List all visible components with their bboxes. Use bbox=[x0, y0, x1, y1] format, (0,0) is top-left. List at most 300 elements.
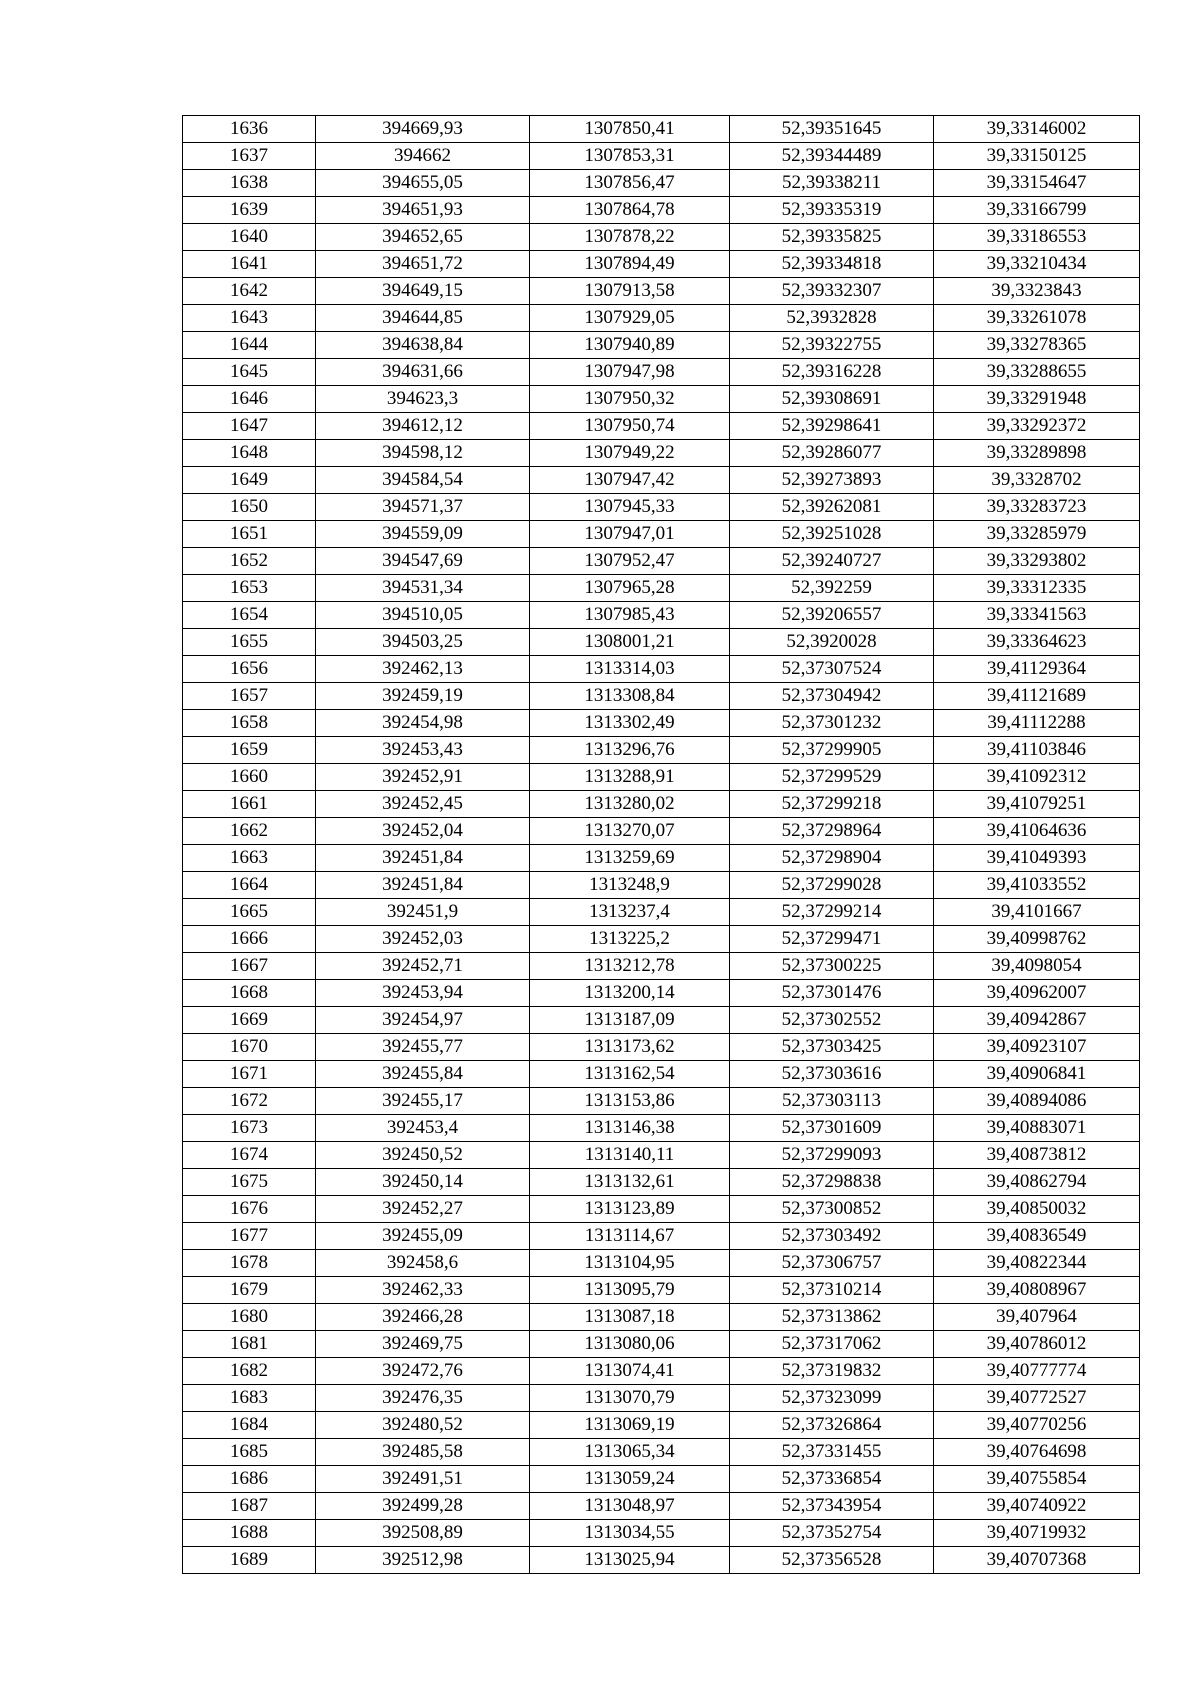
latitude-cell: 52,37326864 bbox=[730, 1412, 934, 1439]
y-coordinate-cell: 1313025,94 bbox=[530, 1547, 730, 1574]
y-coordinate-cell: 1307913,58 bbox=[530, 278, 730, 305]
latitude-cell: 52,39332307 bbox=[730, 278, 934, 305]
longitude-cell: 39,40883071 bbox=[934, 1115, 1140, 1142]
x-coordinate-cell: 392452,27 bbox=[316, 1196, 530, 1223]
table-row bbox=[183, 170, 1140, 197]
point-number-cell: 1687 bbox=[183, 1493, 316, 1520]
x-coordinate-cell: 392454,97 bbox=[316, 1007, 530, 1034]
latitude-cell: 52,37343954 bbox=[730, 1493, 934, 1520]
point-number-cell: 1649 bbox=[183, 467, 316, 494]
longitude-cell: 39,40836549 bbox=[934, 1223, 1140, 1250]
latitude-cell: 52,37303616 bbox=[730, 1061, 934, 1088]
longitude-cell: 39,40906841 bbox=[934, 1061, 1140, 1088]
latitude-cell: 52,37303113 bbox=[730, 1088, 934, 1115]
table-row bbox=[183, 845, 1140, 872]
x-coordinate-cell: 394638,84 bbox=[316, 332, 530, 359]
x-coordinate-cell: 394662 bbox=[316, 143, 530, 170]
y-coordinate-cell: 1313140,11 bbox=[530, 1142, 730, 1169]
point-number-cell: 1664 bbox=[183, 872, 316, 899]
latitude-cell: 52,39322755 bbox=[730, 332, 934, 359]
longitude-cell: 39,33166799 bbox=[934, 197, 1140, 224]
point-number-cell: 1637 bbox=[183, 143, 316, 170]
y-coordinate-cell: 1313308,84 bbox=[530, 683, 730, 710]
x-coordinate-cell: 394655,05 bbox=[316, 170, 530, 197]
x-coordinate-cell: 394651,72 bbox=[316, 251, 530, 278]
table-row bbox=[183, 1385, 1140, 1412]
longitude-cell: 39,4098054 bbox=[934, 953, 1140, 980]
x-coordinate-cell: 392455,84 bbox=[316, 1061, 530, 1088]
latitude-cell: 52,37319832 bbox=[730, 1358, 934, 1385]
point-number-cell: 1679 bbox=[183, 1277, 316, 1304]
table-row bbox=[183, 1547, 1140, 1574]
point-number-cell: 1647 bbox=[183, 413, 316, 440]
y-coordinate-cell: 1313095,79 bbox=[530, 1277, 730, 1304]
latitude-cell: 52,37302552 bbox=[730, 1007, 934, 1034]
longitude-cell: 39,33293802 bbox=[934, 548, 1140, 575]
point-number-cell: 1677 bbox=[183, 1223, 316, 1250]
x-coordinate-cell: 392472,76 bbox=[316, 1358, 530, 1385]
point-number-cell: 1663 bbox=[183, 845, 316, 872]
longitude-cell: 39,40719932 bbox=[934, 1520, 1140, 1547]
longitude-cell: 39,40942867 bbox=[934, 1007, 1140, 1034]
longitude-cell: 39,40850032 bbox=[934, 1196, 1140, 1223]
latitude-cell: 52,37299028 bbox=[730, 872, 934, 899]
table-row bbox=[183, 899, 1140, 926]
longitude-cell: 39,40740922 bbox=[934, 1493, 1140, 1520]
y-coordinate-cell: 1313069,19 bbox=[530, 1412, 730, 1439]
latitude-cell: 52,39240727 bbox=[730, 548, 934, 575]
latitude-cell: 52,37299093 bbox=[730, 1142, 934, 1169]
y-coordinate-cell: 1313162,54 bbox=[530, 1061, 730, 1088]
table-row bbox=[183, 1196, 1140, 1223]
latitude-cell: 52,39335825 bbox=[730, 224, 934, 251]
latitude-cell: 52,37301609 bbox=[730, 1115, 934, 1142]
point-number-cell: 1645 bbox=[183, 359, 316, 386]
y-coordinate-cell: 1313146,38 bbox=[530, 1115, 730, 1142]
point-number-cell: 1676 bbox=[183, 1196, 316, 1223]
coordinates-table bbox=[182, 115, 1140, 1574]
y-coordinate-cell: 1313280,02 bbox=[530, 791, 730, 818]
point-number-cell: 1665 bbox=[183, 899, 316, 926]
point-number-cell: 1689 bbox=[183, 1547, 316, 1574]
x-coordinate-cell: 394510,05 bbox=[316, 602, 530, 629]
table-row bbox=[183, 1277, 1140, 1304]
table-row bbox=[183, 224, 1140, 251]
table-row bbox=[183, 818, 1140, 845]
x-coordinate-cell: 394623,3 bbox=[316, 386, 530, 413]
longitude-cell: 39,40777774 bbox=[934, 1358, 1140, 1385]
latitude-cell: 52,37300225 bbox=[730, 953, 934, 980]
table-row bbox=[183, 764, 1140, 791]
x-coordinate-cell: 392450,52 bbox=[316, 1142, 530, 1169]
table-row bbox=[183, 143, 1140, 170]
y-coordinate-cell: 1307864,78 bbox=[530, 197, 730, 224]
y-coordinate-cell: 1307894,49 bbox=[530, 251, 730, 278]
y-coordinate-cell: 1313065,34 bbox=[530, 1439, 730, 1466]
table-row bbox=[183, 953, 1140, 980]
longitude-cell: 39,41112288 bbox=[934, 710, 1140, 737]
y-coordinate-cell: 1307965,28 bbox=[530, 575, 730, 602]
longitude-cell: 39,40862794 bbox=[934, 1169, 1140, 1196]
x-coordinate-cell: 392452,71 bbox=[316, 953, 530, 980]
latitude-cell: 52,37352754 bbox=[730, 1520, 934, 1547]
longitude-cell: 39,33186553 bbox=[934, 224, 1140, 251]
point-number-cell: 1642 bbox=[183, 278, 316, 305]
latitude-cell: 52,37310214 bbox=[730, 1277, 934, 1304]
point-number-cell: 1662 bbox=[183, 818, 316, 845]
point-number-cell: 1648 bbox=[183, 440, 316, 467]
y-coordinate-cell: 1313248,9 bbox=[530, 872, 730, 899]
point-number-cell: 1666 bbox=[183, 926, 316, 953]
latitude-cell: 52,39334818 bbox=[730, 251, 934, 278]
table-row bbox=[183, 278, 1140, 305]
x-coordinate-cell: 392455,77 bbox=[316, 1034, 530, 1061]
y-coordinate-cell: 1308001,21 bbox=[530, 629, 730, 656]
x-coordinate-cell: 394631,66 bbox=[316, 359, 530, 386]
latitude-cell: 52,39251028 bbox=[730, 521, 934, 548]
x-coordinate-cell: 392453,43 bbox=[316, 737, 530, 764]
longitude-cell: 39,40962007 bbox=[934, 980, 1140, 1007]
x-coordinate-cell: 392508,89 bbox=[316, 1520, 530, 1547]
point-number-cell: 1674 bbox=[183, 1142, 316, 1169]
longitude-cell: 39,33278365 bbox=[934, 332, 1140, 359]
table-row bbox=[183, 1169, 1140, 1196]
y-coordinate-cell: 1307853,31 bbox=[530, 143, 730, 170]
table-row bbox=[183, 1034, 1140, 1061]
longitude-cell: 39,41129364 bbox=[934, 656, 1140, 683]
longitude-cell: 39,33150125 bbox=[934, 143, 1140, 170]
point-number-cell: 1682 bbox=[183, 1358, 316, 1385]
table-row bbox=[183, 494, 1140, 521]
latitude-cell: 52,39344489 bbox=[730, 143, 934, 170]
table-row bbox=[183, 1412, 1140, 1439]
longitude-cell: 39,40707368 bbox=[934, 1547, 1140, 1574]
longitude-cell: 39,3323843 bbox=[934, 278, 1140, 305]
longitude-cell: 39,41079251 bbox=[934, 791, 1140, 818]
longitude-cell: 39,40770256 bbox=[934, 1412, 1140, 1439]
x-coordinate-cell: 392459,19 bbox=[316, 683, 530, 710]
y-coordinate-cell: 1313200,14 bbox=[530, 980, 730, 1007]
point-number-cell: 1650 bbox=[183, 494, 316, 521]
longitude-cell: 39,33289898 bbox=[934, 440, 1140, 467]
x-coordinate-cell: 392466,28 bbox=[316, 1304, 530, 1331]
longitude-cell: 39,33210434 bbox=[934, 251, 1140, 278]
latitude-cell: 52,37356528 bbox=[730, 1547, 934, 1574]
longitude-cell: 39,33312335 bbox=[934, 575, 1140, 602]
table-row bbox=[183, 386, 1140, 413]
x-coordinate-cell: 394649,15 bbox=[316, 278, 530, 305]
y-coordinate-cell: 1313080,06 bbox=[530, 1331, 730, 1358]
point-number-cell: 1680 bbox=[183, 1304, 316, 1331]
y-coordinate-cell: 1307947,98 bbox=[530, 359, 730, 386]
point-number-cell: 1673 bbox=[183, 1115, 316, 1142]
longitude-cell: 39,4101667 bbox=[934, 899, 1140, 926]
longitude-cell: 39,41064636 bbox=[934, 818, 1140, 845]
x-coordinate-cell: 394651,93 bbox=[316, 197, 530, 224]
table-row bbox=[183, 683, 1140, 710]
longitude-cell: 39,33154647 bbox=[934, 170, 1140, 197]
x-coordinate-cell: 392452,91 bbox=[316, 764, 530, 791]
x-coordinate-cell: 392452,03 bbox=[316, 926, 530, 953]
latitude-cell: 52,3932828 bbox=[730, 305, 934, 332]
longitude-cell: 39,40923107 bbox=[934, 1034, 1140, 1061]
table-row bbox=[183, 926, 1140, 953]
x-coordinate-cell: 394547,69 bbox=[316, 548, 530, 575]
y-coordinate-cell: 1313048,97 bbox=[530, 1493, 730, 1520]
table-row bbox=[183, 413, 1140, 440]
table-row bbox=[183, 440, 1140, 467]
longitude-cell: 39,41121689 bbox=[934, 683, 1140, 710]
point-number-cell: 1675 bbox=[183, 1169, 316, 1196]
latitude-cell: 52,37299214 bbox=[730, 899, 934, 926]
latitude-cell: 52,37303492 bbox=[730, 1223, 934, 1250]
point-number-cell: 1640 bbox=[183, 224, 316, 251]
longitude-cell: 39,40873812 bbox=[934, 1142, 1140, 1169]
y-coordinate-cell: 1313259,69 bbox=[530, 845, 730, 872]
x-coordinate-cell: 392491,51 bbox=[316, 1466, 530, 1493]
point-number-cell: 1685 bbox=[183, 1439, 316, 1466]
y-coordinate-cell: 1313087,18 bbox=[530, 1304, 730, 1331]
x-coordinate-cell: 394598,12 bbox=[316, 440, 530, 467]
y-coordinate-cell: 1313034,55 bbox=[530, 1520, 730, 1547]
latitude-cell: 52,39298641 bbox=[730, 413, 934, 440]
x-coordinate-cell: 394531,34 bbox=[316, 575, 530, 602]
latitude-cell: 52,39335319 bbox=[730, 197, 934, 224]
latitude-cell: 52,39286077 bbox=[730, 440, 934, 467]
y-coordinate-cell: 1307950,74 bbox=[530, 413, 730, 440]
y-coordinate-cell: 1307929,05 bbox=[530, 305, 730, 332]
point-number-cell: 1672 bbox=[183, 1088, 316, 1115]
point-number-cell: 1644 bbox=[183, 332, 316, 359]
y-coordinate-cell: 1307878,22 bbox=[530, 224, 730, 251]
table-row bbox=[183, 1088, 1140, 1115]
longitude-cell: 39,40894086 bbox=[934, 1088, 1140, 1115]
x-coordinate-cell: 394559,09 bbox=[316, 521, 530, 548]
point-number-cell: 1668 bbox=[183, 980, 316, 1007]
y-coordinate-cell: 1313059,24 bbox=[530, 1466, 730, 1493]
x-coordinate-cell: 394612,12 bbox=[316, 413, 530, 440]
table-row bbox=[183, 332, 1140, 359]
latitude-cell: 52,39273893 bbox=[730, 467, 934, 494]
point-number-cell: 1686 bbox=[183, 1466, 316, 1493]
latitude-cell: 52,37298838 bbox=[730, 1169, 934, 1196]
x-coordinate-cell: 392458,6 bbox=[316, 1250, 530, 1277]
table-row bbox=[183, 1304, 1140, 1331]
longitude-cell: 39,41092312 bbox=[934, 764, 1140, 791]
x-coordinate-cell: 392451,9 bbox=[316, 899, 530, 926]
y-coordinate-cell: 1313104,95 bbox=[530, 1250, 730, 1277]
latitude-cell: 52,37331455 bbox=[730, 1439, 934, 1466]
table-row bbox=[183, 791, 1140, 818]
point-number-cell: 1638 bbox=[183, 170, 316, 197]
x-coordinate-cell: 392462,13 bbox=[316, 656, 530, 683]
y-coordinate-cell: 1307949,22 bbox=[530, 440, 730, 467]
table-row bbox=[183, 1223, 1140, 1250]
x-coordinate-cell: 392453,4 bbox=[316, 1115, 530, 1142]
y-coordinate-cell: 1307950,32 bbox=[530, 386, 730, 413]
latitude-cell: 52,37303425 bbox=[730, 1034, 934, 1061]
coordinates-table-body bbox=[183, 116, 1140, 1574]
longitude-cell: 39,33283723 bbox=[934, 494, 1140, 521]
point-number-cell: 1639 bbox=[183, 197, 316, 224]
y-coordinate-cell: 1307947,42 bbox=[530, 467, 730, 494]
x-coordinate-cell: 394571,37 bbox=[316, 494, 530, 521]
latitude-cell: 52,37306757 bbox=[730, 1250, 934, 1277]
latitude-cell: 52,39206557 bbox=[730, 602, 934, 629]
y-coordinate-cell: 1313187,09 bbox=[530, 1007, 730, 1034]
longitude-cell: 39,41103846 bbox=[934, 737, 1140, 764]
latitude-cell: 52,37317062 bbox=[730, 1331, 934, 1358]
y-coordinate-cell: 1307945,33 bbox=[530, 494, 730, 521]
y-coordinate-cell: 1313070,79 bbox=[530, 1385, 730, 1412]
table-row bbox=[183, 1466, 1140, 1493]
y-coordinate-cell: 1313212,78 bbox=[530, 953, 730, 980]
table-row bbox=[183, 656, 1140, 683]
table-row bbox=[183, 197, 1140, 224]
table-row bbox=[183, 251, 1140, 278]
x-coordinate-cell: 392480,52 bbox=[316, 1412, 530, 1439]
latitude-cell: 52,3920028 bbox=[730, 629, 934, 656]
table-row bbox=[183, 872, 1140, 899]
y-coordinate-cell: 1313132,61 bbox=[530, 1169, 730, 1196]
table-row bbox=[183, 467, 1140, 494]
table-row bbox=[183, 1115, 1140, 1142]
point-number-cell: 1670 bbox=[183, 1034, 316, 1061]
x-coordinate-cell: 392476,35 bbox=[316, 1385, 530, 1412]
table-row bbox=[183, 980, 1140, 1007]
y-coordinate-cell: 1307940,89 bbox=[530, 332, 730, 359]
longitude-cell: 39,40998762 bbox=[934, 926, 1140, 953]
point-number-cell: 1661 bbox=[183, 791, 316, 818]
point-number-cell: 1655 bbox=[183, 629, 316, 656]
y-coordinate-cell: 1313296,76 bbox=[530, 737, 730, 764]
point-number-cell: 1656 bbox=[183, 656, 316, 683]
x-coordinate-cell: 392499,28 bbox=[316, 1493, 530, 1520]
point-number-cell: 1654 bbox=[183, 602, 316, 629]
y-coordinate-cell: 1313314,03 bbox=[530, 656, 730, 683]
longitude-cell: 39,33364623 bbox=[934, 629, 1140, 656]
point-number-cell: 1684 bbox=[183, 1412, 316, 1439]
point-number-cell: 1667 bbox=[183, 953, 316, 980]
longitude-cell: 39,33292372 bbox=[934, 413, 1140, 440]
latitude-cell: 52,39338211 bbox=[730, 170, 934, 197]
longitude-cell: 39,33291948 bbox=[934, 386, 1140, 413]
point-number-cell: 1659 bbox=[183, 737, 316, 764]
point-number-cell: 1643 bbox=[183, 305, 316, 332]
y-coordinate-cell: 1313114,67 bbox=[530, 1223, 730, 1250]
latitude-cell: 52,37299529 bbox=[730, 764, 934, 791]
x-coordinate-cell: 394669,93 bbox=[316, 116, 530, 143]
latitude-cell: 52,37298964 bbox=[730, 818, 934, 845]
table-row bbox=[183, 1439, 1140, 1466]
latitude-cell: 52,37301232 bbox=[730, 710, 934, 737]
y-coordinate-cell: 1307985,43 bbox=[530, 602, 730, 629]
y-coordinate-cell: 1313302,49 bbox=[530, 710, 730, 737]
table-row bbox=[183, 1358, 1140, 1385]
x-coordinate-cell: 394652,65 bbox=[316, 224, 530, 251]
table-row bbox=[183, 602, 1140, 629]
y-coordinate-cell: 1307947,01 bbox=[530, 521, 730, 548]
point-number-cell: 1660 bbox=[183, 764, 316, 791]
point-number-cell: 1646 bbox=[183, 386, 316, 413]
point-number-cell: 1669 bbox=[183, 1007, 316, 1034]
x-coordinate-cell: 392454,98 bbox=[316, 710, 530, 737]
longitude-cell: 39,40772527 bbox=[934, 1385, 1140, 1412]
longitude-cell: 39,40808967 bbox=[934, 1277, 1140, 1304]
latitude-cell: 52,37301476 bbox=[730, 980, 934, 1007]
latitude-cell: 52,39262081 bbox=[730, 494, 934, 521]
point-number-cell: 1652 bbox=[183, 548, 316, 575]
y-coordinate-cell: 1313123,89 bbox=[530, 1196, 730, 1223]
latitude-cell: 52,37299905 bbox=[730, 737, 934, 764]
table-row bbox=[183, 359, 1140, 386]
table-row bbox=[183, 305, 1140, 332]
latitude-cell: 52,37300852 bbox=[730, 1196, 934, 1223]
x-coordinate-cell: 392452,45 bbox=[316, 791, 530, 818]
y-coordinate-cell: 1313270,07 bbox=[530, 818, 730, 845]
y-coordinate-cell: 1313153,86 bbox=[530, 1088, 730, 1115]
table-row bbox=[183, 1331, 1140, 1358]
longitude-cell: 39,41049393 bbox=[934, 845, 1140, 872]
table-row bbox=[183, 1007, 1140, 1034]
y-coordinate-cell: 1313074,41 bbox=[530, 1358, 730, 1385]
longitude-cell: 39,3328702 bbox=[934, 467, 1140, 494]
point-number-cell: 1678 bbox=[183, 1250, 316, 1277]
x-coordinate-cell: 392469,75 bbox=[316, 1331, 530, 1358]
y-coordinate-cell: 1307952,47 bbox=[530, 548, 730, 575]
latitude-cell: 52,37307524 bbox=[730, 656, 934, 683]
y-coordinate-cell: 1307856,47 bbox=[530, 170, 730, 197]
table-row bbox=[183, 1250, 1140, 1277]
longitude-cell: 39,33146002 bbox=[934, 116, 1140, 143]
x-coordinate-cell: 392451,84 bbox=[316, 845, 530, 872]
x-coordinate-cell: 392451,84 bbox=[316, 872, 530, 899]
y-coordinate-cell: 1313237,4 bbox=[530, 899, 730, 926]
longitude-cell: 39,40764698 bbox=[934, 1439, 1140, 1466]
latitude-cell: 52,37313862 bbox=[730, 1304, 934, 1331]
longitude-cell: 39,40755854 bbox=[934, 1466, 1140, 1493]
y-coordinate-cell: 1307850,41 bbox=[530, 116, 730, 143]
latitude-cell: 52,37323099 bbox=[730, 1385, 934, 1412]
latitude-cell: 52,37304942 bbox=[730, 683, 934, 710]
x-coordinate-cell: 392455,17 bbox=[316, 1088, 530, 1115]
table-row bbox=[183, 1061, 1140, 1088]
table-row bbox=[183, 548, 1140, 575]
y-coordinate-cell: 1313173,62 bbox=[530, 1034, 730, 1061]
y-coordinate-cell: 1313225,2 bbox=[530, 926, 730, 953]
x-coordinate-cell: 394503,25 bbox=[316, 629, 530, 656]
point-number-cell: 1651 bbox=[183, 521, 316, 548]
x-coordinate-cell: 392455,09 bbox=[316, 1223, 530, 1250]
latitude-cell: 52,39308691 bbox=[730, 386, 934, 413]
table-row bbox=[183, 629, 1140, 656]
point-number-cell: 1653 bbox=[183, 575, 316, 602]
table-row bbox=[183, 521, 1140, 548]
latitude-cell: 52,37298904 bbox=[730, 845, 934, 872]
longitude-cell: 39,33285979 bbox=[934, 521, 1140, 548]
x-coordinate-cell: 394644,85 bbox=[316, 305, 530, 332]
x-coordinate-cell: 392452,04 bbox=[316, 818, 530, 845]
y-coordinate-cell: 1313288,91 bbox=[530, 764, 730, 791]
point-number-cell: 1636 bbox=[183, 116, 316, 143]
table-row bbox=[183, 116, 1140, 143]
point-number-cell: 1683 bbox=[183, 1385, 316, 1412]
table-row bbox=[183, 1493, 1140, 1520]
latitude-cell: 52,37336854 bbox=[730, 1466, 934, 1493]
latitude-cell: 52,392259 bbox=[730, 575, 934, 602]
longitude-cell: 39,33341563 bbox=[934, 602, 1140, 629]
point-number-cell: 1658 bbox=[183, 710, 316, 737]
